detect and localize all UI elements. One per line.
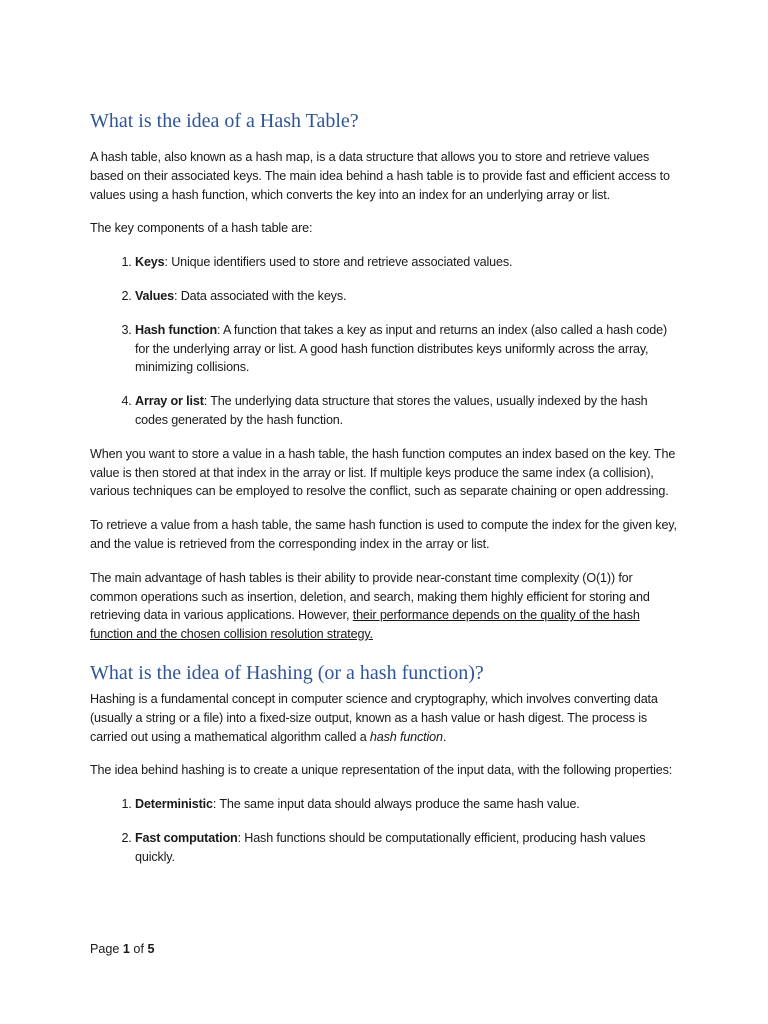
advantage-text: The main advantage of hash tables is their ability to provide near-constant time complexity (O(1)) for common operations such as insertion, deletion, and search, making them highly efficient for storing and retrieving data in various applications. However, <box>90 570 650 623</box>
page-footer <box>90 942 154 956</box>
page-number-middle: of <box>129 942 148 956</box>
list-item-term: Values <box>135 288 175 303</box>
list-item <box>135 287 680 306</box>
list-item <box>135 253 680 272</box>
page-number-total: 5 <box>147 942 155 956</box>
hashing-intro-text: Hashing is a fundamental concept in computer science and cryptography, which involves converting data (usually a string or a file) into a fixed-size output, known as a hash value or hash digest. The process is carried out using a mathematical algorithm called a <box>90 691 658 744</box>
components-list <box>90 253 680 430</box>
retrieve-paragraph: To retrieve a value from a hash table, the same hash function is used to compute the index for the given key, and the value is retrieved from the corresponding index in the array or list. <box>90 518 677 551</box>
list-item-desc: : The same input data should always produce the same hash value. <box>212 797 580 812</box>
properties-list <box>90 795 680 866</box>
list-item-desc: : Hash functions should be computationally efficient, producing hash values quickly. <box>135 830 646 864</box>
hash-table-intro: A hash table, also known as a hash map, is a data structure that allows you to store and retrieve values based on their associated keys. The main idea behind a hash table is to provide fast and efficient access to values using a hash function, which converts the key into an index for an underlying array or list. <box>90 150 670 202</box>
advantage-paragraph <box>90 569 680 644</box>
store-paragraph: When you want to store a value in a hash table, the hash function computes an index based on the key. The value is then stored at that index in the array or list. If multiple keys produce the same index (a collision), various techniques can be employed to resolve the conflict, such as separate chaining or open addressing. <box>90 446 676 499</box>
list-item <box>135 795 680 814</box>
advantage-underlined-text: their performance depends on the quality of the hash function and the chosen collision resolution strategy. <box>90 608 640 642</box>
list-item-desc: : Data associated with the keys. <box>174 288 347 303</box>
list-item-term: Array or list <box>135 394 204 409</box>
list-item-term: Fast computation <box>135 830 238 845</box>
hashing-intro-italic: hash function <box>369 729 443 744</box>
hashing-heading: What is the idea of Hashing (or a hash function)? <box>90 661 484 684</box>
list-item-term: Hash function <box>135 322 218 337</box>
list-item-desc: : The underlying data structure that stores the values, usually indexed by the hash codes generated by the hash function. <box>135 394 648 427</box>
page-number-prefix: Page <box>90 942 123 956</box>
hashing-intro <box>90 690 680 746</box>
components-lead: The key components of a hash table are: <box>90 221 313 236</box>
hash-table-heading: What is the idea of a Hash Table? <box>90 110 359 132</box>
list-item-term: Deterministic <box>135 797 213 812</box>
list-item <box>135 392 680 430</box>
page-number-current: 1 <box>122 942 130 956</box>
hashing-intro-end: . <box>442 729 447 744</box>
properties-lead: The idea behind hashing is to create a unique representation of the input data, with the following properties: <box>90 763 673 778</box>
list-item-desc: : Unique identifiers used to store and retrieve associated values. <box>164 255 513 270</box>
list-item-term: Keys <box>135 255 165 270</box>
page-content <box>90 108 680 882</box>
list-item-desc: : A function that takes a key as input and returns an index (also called a hash code) for the underlying array or list. A good hash function distributes keys uniformly across the array, minimizing collisions. <box>135 322 668 375</box>
list-item <box>135 829 680 867</box>
list-item <box>135 321 680 377</box>
